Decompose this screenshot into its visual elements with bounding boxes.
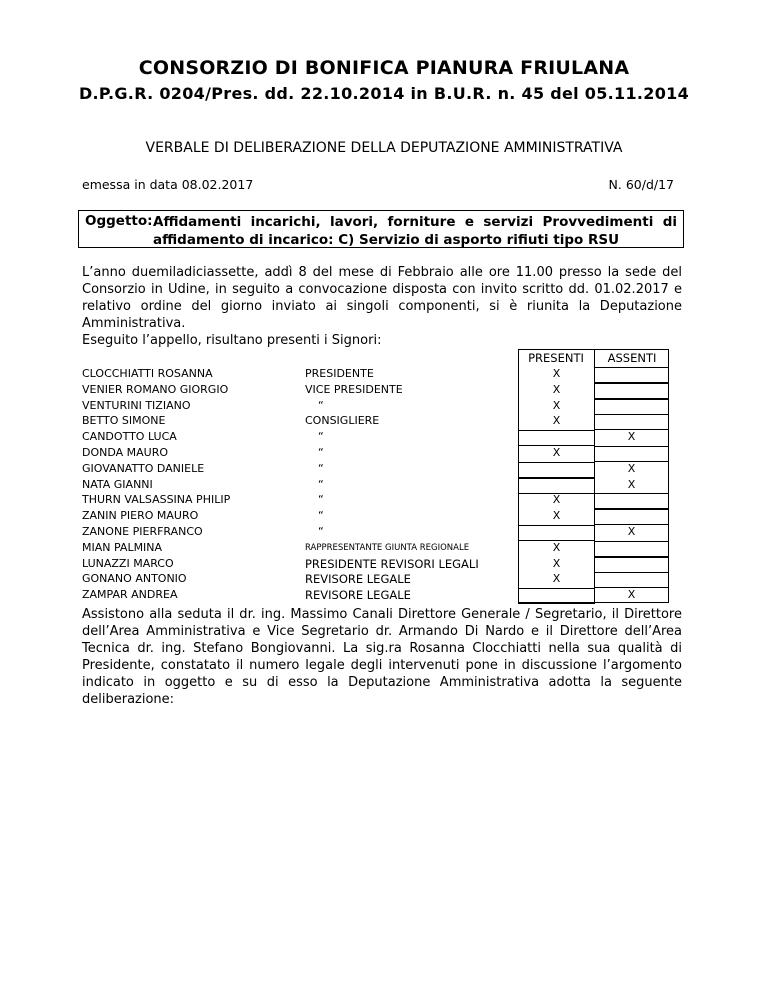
absent-mark xyxy=(594,414,669,430)
member-name: ZAMPAR ANDREA xyxy=(82,588,178,602)
member-role: “ xyxy=(318,477,324,491)
absent-mark xyxy=(594,572,669,588)
verbale-title: VERBALE DI DELIBERAZIONE DELLA DEPUTAZIONE AMMINISTRATIVA xyxy=(145,140,623,156)
member-role: “ xyxy=(318,461,324,475)
member-name: GIOVANATTO DANIELE xyxy=(82,461,205,475)
absent-mark xyxy=(594,493,669,509)
member-role: “ xyxy=(318,509,324,523)
closing-paragraph: Assistono alla seduta il dr. ing. Massimo Canali Direttore Generale / Segretario, il Direttore dell’Area Amministrativa e Vice Segretario dr. Armando Di Nardo e il Direttore dell’Area Tecnica dr. ing. Stefano Bongiovanni. La sig.ra Rosanna Clocchiatti nella sua qualità di Presidente, constatato il numero legale degli intervenuti pone in discussione l’argomento indicato in oggetto e su di esso la Deputazione Amministrativa adotta la seguente deliberazione: xyxy=(82,607,682,707)
member-name: VENTURINI TIZIANO xyxy=(82,398,191,412)
grid-border-bottom xyxy=(518,602,669,603)
organization-title: CONSORZIO DI BONIFICA PIANURA FRIULANA xyxy=(138,57,630,79)
absent-mark: X xyxy=(627,525,636,538)
member-name: CLOCCHIATTI ROSANNA xyxy=(82,367,213,380)
roll-call-text: Eseguito l’appello, risultano presenti i Signori: xyxy=(82,333,382,348)
grid-border-left xyxy=(518,349,519,603)
member-role: “ xyxy=(318,525,324,538)
member-role: “ xyxy=(318,430,324,444)
member-role: PRESIDENTE xyxy=(305,367,374,380)
issue-date: emessa in data 08.02.2017 xyxy=(82,177,254,192)
member-name: LUNAZZI MARCO xyxy=(82,556,174,570)
member-role: “ xyxy=(318,493,324,507)
absent-mark xyxy=(594,541,669,557)
subject-text: Affidamenti incarichi, lavori, forniture e servizi Provvedimenti di affidamento di incarico: C) Servizio di asporto rifiuti tipo RSU xyxy=(153,214,677,248)
absent-mark xyxy=(594,367,669,383)
subject-label: Oggetto: xyxy=(85,213,153,229)
document-number: N. 60/d/17 xyxy=(608,177,674,192)
decree-reference: D.P.G.R. 0204/Pres. dd. 22.10.2014 in B.U.R. n. 45 del 05.11.2014 xyxy=(78,84,690,103)
present-mark: X xyxy=(552,367,561,380)
grid-border-middle xyxy=(594,349,595,603)
absent-mark xyxy=(594,509,669,525)
absent-mark xyxy=(594,557,669,573)
member-name: MIAN PALMINA xyxy=(82,540,163,554)
absent-mark: X xyxy=(627,461,636,475)
member-name: ZANONE PIERFRANCO xyxy=(82,525,203,538)
member-name: GONANO ANTONIO xyxy=(82,572,187,586)
member-name: CANDOTTO LUCA xyxy=(82,430,177,444)
member-name: VENIER ROMANO GIORGIO xyxy=(82,382,229,396)
member-name: ZANIN PIERO MAURO xyxy=(82,509,199,523)
member-role: RAPPRESENTANTE GIUNTA REGIONALE xyxy=(305,542,470,553)
present-mark xyxy=(518,462,595,478)
present-header: PRESENTI xyxy=(528,351,584,365)
member-name: THURN VALSASSINA PHILIP xyxy=(82,493,231,507)
absent-mark xyxy=(594,383,669,399)
member-role: VICE PRESIDENTE xyxy=(305,382,403,396)
absent-mark: X xyxy=(627,477,636,491)
absent-header: ASSENTI xyxy=(607,351,657,365)
present-mark: X xyxy=(552,414,561,428)
member-role: CONSIGLIERE xyxy=(305,414,380,428)
absent-mark: X xyxy=(627,430,636,444)
member-role: PRESIDENTE REVISORI LEGALI xyxy=(305,556,479,571)
intro-paragraph xyxy=(82,264,682,349)
present-mark xyxy=(518,430,595,446)
grid-border-top xyxy=(518,349,669,350)
present-mark: X xyxy=(552,572,561,586)
member-name: BETTO SIMONE xyxy=(82,414,166,428)
present-mark xyxy=(518,525,595,541)
present-mark xyxy=(518,478,595,494)
member-role: “ xyxy=(318,446,324,459)
present-mark: X xyxy=(552,446,561,459)
absent-mark: X xyxy=(627,588,636,602)
present-mark: X xyxy=(552,509,561,523)
member-role: REVISORE LEGALE xyxy=(305,588,411,603)
present-mark: X xyxy=(552,556,561,570)
subject-box xyxy=(78,210,684,248)
present-mark: X xyxy=(552,398,561,412)
present-mark: X xyxy=(552,382,561,396)
present-mark: X xyxy=(552,540,561,554)
present-mark: X xyxy=(552,493,561,507)
member-name: DONDA MAURO xyxy=(82,446,169,459)
intro-text: L’anno duemiladiciassette, addì 8 del mese di Febbraio alle ore 11.00 presso la sede del Consorzio in Udine, in seguito a convocazione disposta con invito scritto dd. 01.02.2017 e relativo ordine del giorno inviato ai singoli componenti, si è riunita la Deputazione Amministrativa. xyxy=(82,265,682,331)
absent-mark xyxy=(594,399,669,415)
member-role: “ xyxy=(318,398,324,412)
grid-border-right xyxy=(668,349,669,603)
absent-mark xyxy=(594,446,669,462)
member-role: REVISORE LEGALE xyxy=(305,572,411,587)
member-name: NATA GIANNI xyxy=(82,477,153,491)
